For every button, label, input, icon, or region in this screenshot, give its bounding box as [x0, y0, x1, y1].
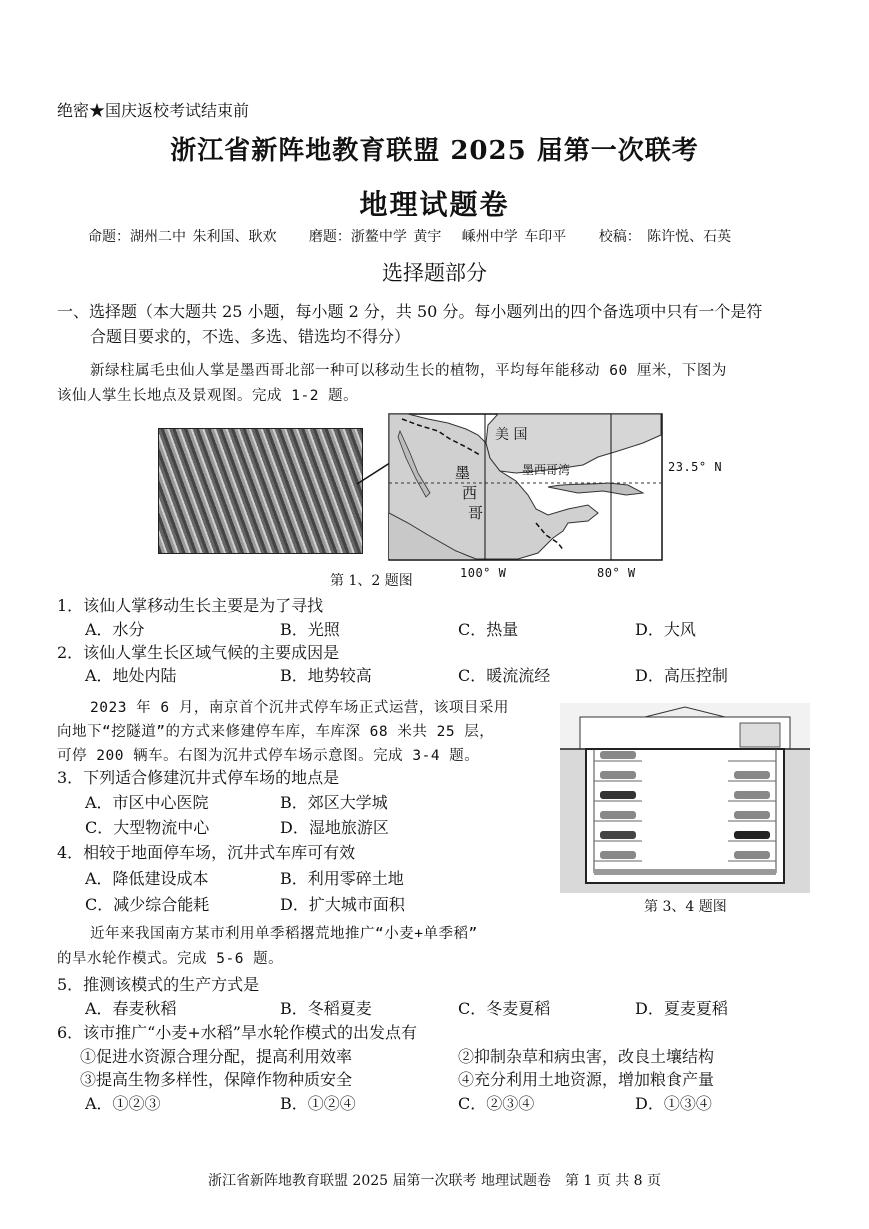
q4-option-c[interactable]: C．减少综合能耗: [85, 895, 210, 914]
q4-option-a[interactable]: A．降低建设成本: [85, 869, 209, 888]
q6-option-c[interactable]: C．②③④: [458, 1094, 535, 1113]
passage1-line-2: 该仙人掌生长地点及景观图。完成 1-2 题。: [57, 388, 359, 404]
author-reviewer: 磨题：浙鳌中学 黄宇 嵊州中学 车印平: [308, 229, 567, 245]
q1-option-c[interactable]: C．热量: [458, 620, 519, 639]
q6-option-a[interactable]: A．①②③: [85, 1094, 161, 1113]
q4-option-d[interactable]: D．扩大城市面积: [280, 895, 405, 914]
question-4-stem: 4．相较于地面停车场，沉井式车库可有效: [57, 843, 356, 862]
q2-option-a[interactable]: A．地处内陆: [85, 666, 177, 685]
label-lon-80w: 80° W: [597, 566, 636, 580]
q5-option-d[interactable]: D．夏麦夏稻: [635, 999, 728, 1018]
q3-option-d[interactable]: D．湿地旅游区: [280, 818, 389, 837]
passage3-line-1: 近年来我国南方某市利用单季稻撂荒地推广“小麦+单季稻”: [90, 926, 478, 942]
q1-option-a[interactable]: A．水分: [85, 620, 145, 639]
instructions-line-1: 一、选择题（本大题共 25 小题，每小题 2 分，共 50 分。每小题列出的四个备选项中只有一个是符: [57, 302, 763, 321]
garage-diagram: [560, 703, 810, 893]
figure1-caption: 第 1、2 题图: [330, 573, 413, 589]
page-footer: 浙江省新阵地教育联盟 2025 届第一次联考 地理试题卷 第 1 页 共 8 页: [207, 1173, 662, 1189]
label-mexico-2: 西: [462, 484, 478, 502]
q5-option-b[interactable]: B．冬稻夏麦: [280, 999, 372, 1018]
label-gulf: 墨西哥湾: [522, 463, 571, 477]
q6-option-b[interactable]: B．①②④: [280, 1094, 356, 1113]
q6-statement-1: ①促进水资源合理分配，提高利用效率: [80, 1047, 353, 1066]
exam-title: 浙江省新阵地教育联盟 2025 届第一次联考: [170, 136, 699, 166]
author-setter: 命题：湖州二中 朱利国、耿欢: [88, 229, 277, 245]
exam-subject: 地理试题卷: [359, 188, 510, 221]
q2-option-b[interactable]: B．地势较高: [280, 666, 372, 685]
q1-option-d[interactable]: D．大风: [635, 620, 696, 639]
q5-option-c[interactable]: C．冬麦夏稻: [458, 999, 551, 1018]
q6-statement-4: ④充分利用土地资源，增加粮食产量: [458, 1070, 715, 1089]
label-mexico-1: 墨: [455, 464, 471, 482]
label-tropic: 23.5° N: [668, 460, 723, 474]
passage3-line-2: 的旱水轮作模式。完成 5-6 题。: [57, 951, 284, 967]
author-proofreader: 校稿： 陈许悦、石英: [598, 229, 732, 245]
figure2-caption: 第 3、4 题图: [644, 899, 727, 915]
passage2-line-1: 2023 年 6 月，南京首个沉井式停车场正式运营，该项目采用: [90, 700, 509, 716]
question-6-stem: 6．该市推广“小麦+水稻”旱水轮作模式的出发点有: [57, 1023, 417, 1042]
question-3-stem: 3．下列适合修建沉井式停车场的地点是: [57, 768, 340, 787]
cactus-photo: [158, 428, 363, 554]
label-usa: 美 国: [495, 427, 528, 443]
question-5-stem: 5．推测该模式的生产方式是: [57, 975, 260, 994]
q3-option-a[interactable]: A．市区中心医院: [85, 793, 209, 812]
q1-option-b[interactable]: B．光照: [280, 620, 340, 639]
q2-option-c[interactable]: C．暖流流经: [458, 666, 551, 685]
q2-option-d[interactable]: D．高压控制: [635, 666, 728, 685]
question-2-stem: 2．该仙人掌生长区域气候的主要成因是: [57, 643, 340, 662]
q5-option-a[interactable]: A．春麦秋稻: [85, 999, 177, 1018]
q3-option-b[interactable]: B．郊区大学城: [280, 793, 388, 812]
label-lon-100w: 100° W: [460, 566, 507, 580]
label-mexico-3: 哥: [468, 504, 484, 522]
q3-option-c[interactable]: C．大型物流中心: [85, 818, 210, 837]
passage1-line-1: 新绿柱属毛虫仙人掌是墨西哥北部一种可以移动生长的植物，平均每年能移动 60 厘米，下图为: [90, 363, 727, 379]
section-heading: 选择题部分: [382, 261, 487, 285]
q6-option-d[interactable]: D．①③④: [635, 1094, 712, 1113]
passage2-line-3: 可停 200 辆车。右图为沉井式停车场示意图。完成 3-4 题。: [57, 748, 480, 764]
q4-option-b[interactable]: B．利用零碎土地: [280, 869, 404, 888]
instructions-line-2: 合题目要求的，不选、多选、错选均不得分）: [90, 327, 411, 346]
q6-statement-2: ②抑制杂草和病虫害，改良土壤结构: [458, 1047, 715, 1066]
authors-line: [88, 226, 757, 246]
passage2-line-2: 向地下“挖隧道”的方式来修建停车库，车库深 68 米共 25 层，: [57, 724, 495, 740]
question-1-stem: 1．该仙人掌移动生长主要是为了寻找: [57, 596, 324, 615]
confidential-label: 绝密★国庆返校考试结束前: [57, 101, 250, 120]
q6-statement-3: ③提高生物多样性，保障作物种质安全: [80, 1070, 353, 1089]
